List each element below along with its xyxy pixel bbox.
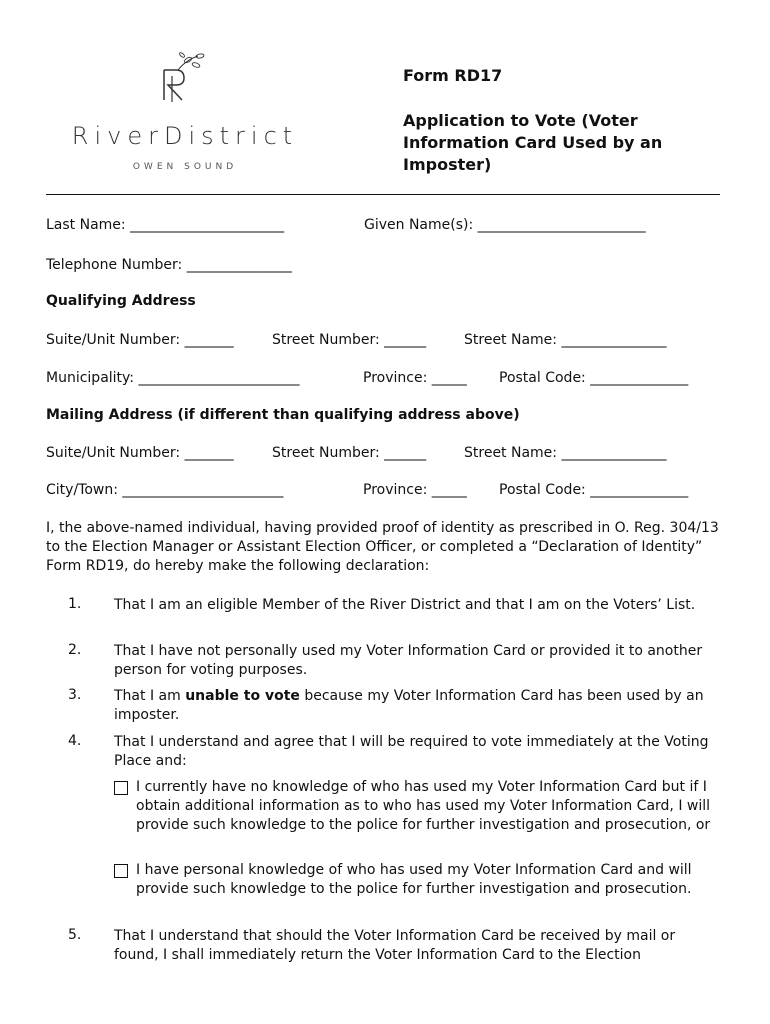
logo-subtitle: OWEN SOUND — [132, 162, 238, 172]
form-number: Form RD17 — [403, 66, 503, 85]
option-no-knowledge — [114, 778, 724, 835]
declaration-item-5: That I understand that should the Voter Information Card be received by mail or found, I shall immediately return the Voter Information Card to the Election — [114, 928, 676, 963]
mailing-street-name-field[interactable]: Street Name: _______________ — [464, 445, 667, 461]
checkbox-no-knowledge[interactable] — [114, 781, 128, 795]
qualifying-suite-field[interactable]: Suite/Unit Number: _______ — [46, 332, 234, 348]
declaration-item-3 — [114, 687, 724, 725]
qualifying-province-field[interactable]: Province: _____ — [363, 370, 467, 386]
qualifying-street-name-field[interactable]: Street Name: _______________ — [464, 332, 667, 348]
given-names-field[interactable]: Given Name(s): ________________________ — [364, 217, 646, 233]
mailing-street-number-field[interactable]: Street Number: ______ — [272, 445, 427, 461]
item-number: 1. — [68, 596, 82, 612]
qualifying-postal-code-field[interactable]: Postal Code: ______________ — [499, 370, 689, 386]
mailing-province-field[interactable]: Province: _____ — [363, 482, 467, 498]
option-no-knowledge-label: I currently have no knowledge of who has used my Voter Information Card but if I obtain additional information as to who has used my Voter Information Card, I will provide such knowledge to the police for further investigation and prosecution, or — [136, 779, 711, 833]
logo-monogram-icon — [158, 52, 212, 114]
mailing-suite-field[interactable]: Suite/Unit Number: _______ — [46, 445, 234, 461]
form-title: Application to Vote (Voter Information Card Used by an Imposter) — [403, 111, 663, 174]
item-number: 4. — [68, 733, 82, 749]
telephone-field[interactable]: Telephone Number: _______________ — [46, 257, 292, 273]
declaration-item-1: That I am an eligible Member of the River District and that I am on the Voters’ List. — [114, 597, 696, 613]
mailing-address-heading: Mailing Address (if different than qualifying address above) — [46, 407, 520, 423]
checkbox-personal-knowledge[interactable] — [114, 864, 128, 878]
option-personal-knowledge-label: I have personal knowledge of who has used my Voter Information Card and will provide such knowledge to the police for further investigation and prosecution. — [136, 862, 692, 897]
item-number: 2. — [68, 642, 82, 658]
qualifying-municipality-field[interactable]: Municipality: _______________________ — [46, 370, 300, 386]
declaration-item-4: That I understand and agree that I will be required to vote immediately at the Voting Place and: — [114, 734, 709, 769]
last-name-field[interactable]: Last Name: ______________________ — [46, 217, 285, 233]
river-district-logo — [60, 52, 310, 177]
item-3-emphasis: unable to vote — [185, 688, 300, 704]
item-number: 3. — [68, 687, 82, 703]
logo-wordmark: RiverDistrict — [71, 122, 299, 150]
item-number: 5. — [68, 927, 82, 943]
qualifying-address-heading: Qualifying Address — [46, 293, 196, 309]
qualifying-street-number-field[interactable]: Street Number: ______ — [272, 332, 427, 348]
mailing-postal-code-field[interactable]: Postal Code: ______________ — [499, 482, 689, 498]
option-personal-knowledge — [114, 861, 724, 899]
declaration-item-2: That I have not personally used my Voter Information Card or provided it to another person for voting purposes. — [114, 643, 703, 678]
header-divider — [46, 194, 720, 195]
item-3-post: because my Voter Information Card has been used by an imposter. — [114, 688, 704, 723]
declaration-intro: I, the above-named individual, having provided proof of identity as prescribed in O. Reg. 304/13 to the Election Manager or Assistant Election Officer, or completed a “Declaration of Identity” Form RD19, do hereby make the following declaration: — [46, 520, 719, 574]
mailing-city-field[interactable]: City/Town: _______________________ — [46, 482, 284, 498]
item-3-pre: That I am — [114, 688, 186, 704]
